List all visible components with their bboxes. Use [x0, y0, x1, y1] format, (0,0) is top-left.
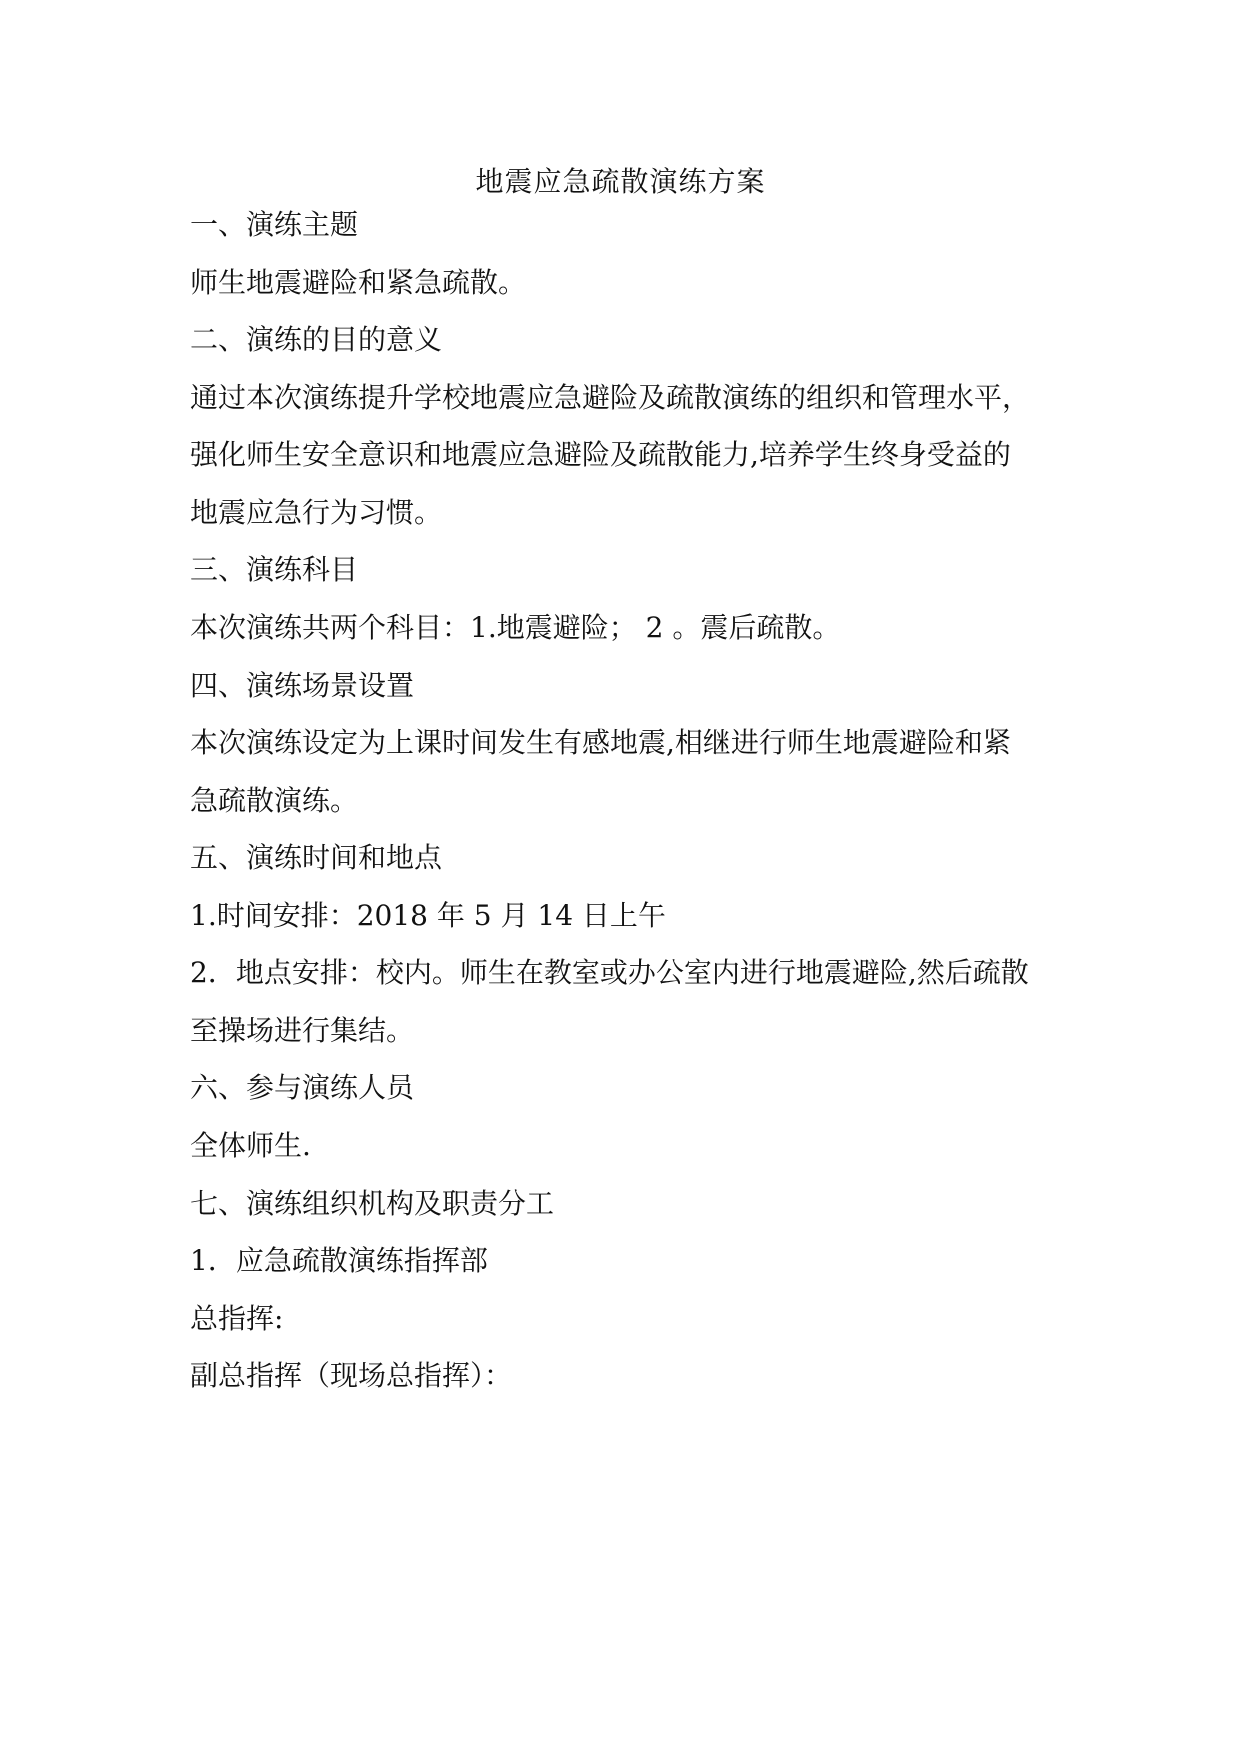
list-item-time: 1.时间安排：2018 年 5 月 14 日上午: [190, 899, 666, 932]
paragraph-line: 总指挥:: [190, 1302, 284, 1335]
paragraph-line: 本次演练共两个科目：1.地震避险； 2 。震后疏散。: [190, 611, 841, 644]
paragraph-line: 通过本次演练提升学校地震应急避险及疏散演练的组织和管理水平，: [190, 381, 1031, 414]
section-heading-scenario: 四、演练场景设置: [190, 669, 415, 702]
paragraph-line: 全体师生.: [190, 1129, 311, 1162]
section-heading-organization: 七、演练组织机构及职责分工: [190, 1187, 555, 1220]
paragraph-line: 急疏散演练。: [190, 784, 359, 817]
paragraph-line: 本次演练设定为上课时间发生有感地震,相继进行师生地震避险和紧: [190, 726, 1011, 759]
paragraph-line: 师生地震避险和紧急疏散。: [190, 266, 527, 299]
paragraph-line: 至操场进行集结。: [190, 1014, 415, 1047]
list-item-place: 2．地点安排：校内。师生在教室或办公室内进行地震避险,然后疏散: [190, 956, 1029, 989]
paragraph-line: 地震应急行为习惯。: [190, 496, 443, 529]
list-item-command: 1．应急疏散演练指挥部: [190, 1244, 488, 1277]
section-heading-participants: 六、参与演练人员: [190, 1071, 415, 1104]
section-heading-subjects: 三、演练科目: [190, 553, 359, 586]
section-heading-theme: 一、演练主题: [190, 208, 359, 241]
section-heading-purpose: 二、演练的目的意义: [190, 323, 443, 356]
document-title: 地震应急疏散演练方案: [475, 165, 766, 198]
section-heading-time-place: 五、演练时间和地点: [190, 841, 443, 874]
paragraph-line: 强化师生安全意识和地震应急避险及疏散能力,培养学生终身受益的: [190, 438, 1011, 471]
paragraph-line: 副总指挥（现场总指挥）：: [190, 1359, 513, 1392]
